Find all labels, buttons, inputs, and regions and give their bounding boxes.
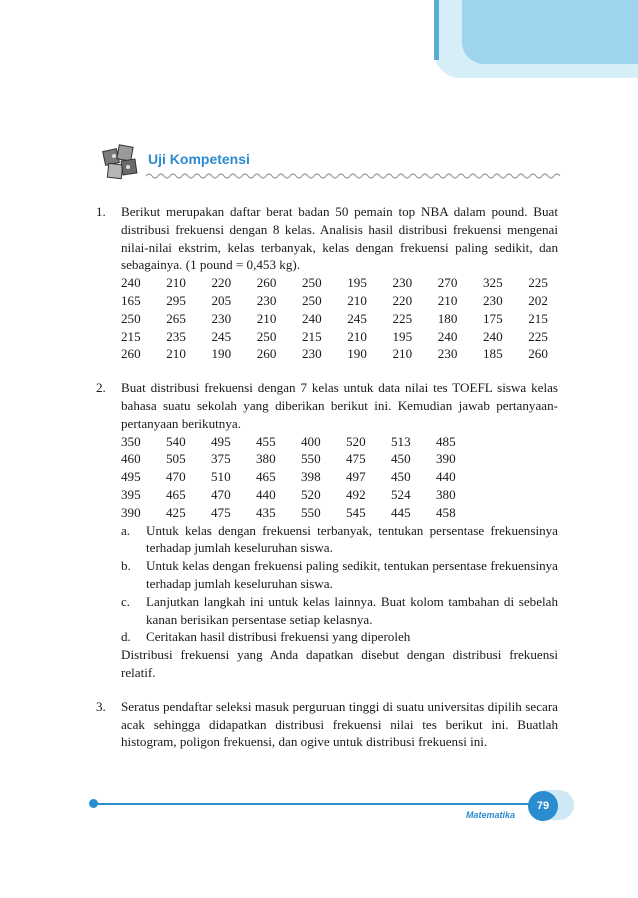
table-cell: 240 <box>437 328 458 344</box>
table-cell: 210 <box>166 275 186 291</box>
table-row <box>121 468 481 486</box>
subitem-letter: a. <box>121 522 131 538</box>
table-cell: 250 <box>256 328 277 344</box>
subitem-b <box>121 557 558 593</box>
table-cell: 485 <box>436 433 456 449</box>
table-cell: 180 <box>437 310 458 326</box>
table-cell: 195 <box>347 275 367 291</box>
table-cell: 185 <box>483 346 503 362</box>
table-cell: 450 <box>391 469 411 485</box>
question-1 <box>96 203 558 363</box>
table-cell: 395 <box>121 486 141 502</box>
table-cell: 380 <box>436 486 456 502</box>
table-cell: 475 <box>346 451 366 467</box>
table-row <box>121 504 481 522</box>
table-row <box>121 450 481 468</box>
table-cell: 210 <box>392 346 413 362</box>
question-number: 1. <box>96 204 106 219</box>
table-cell: 398 <box>301 469 321 485</box>
table-cell: 400 <box>301 433 321 449</box>
footer-line <box>94 803 536 805</box>
wavy-divider <box>146 172 562 180</box>
table-cell: 270 <box>437 275 458 291</box>
table-row <box>121 292 558 310</box>
table-cell: 215 <box>528 310 548 326</box>
table-cell: 202 <box>528 292 548 308</box>
table-cell: 220 <box>211 275 232 291</box>
table-cell: 470 <box>166 469 186 485</box>
table-cell: 390 <box>436 451 456 467</box>
table-cell: 475 <box>211 504 231 520</box>
table-cell: 513 <box>391 433 411 449</box>
table-cell: 210 <box>256 310 277 326</box>
data-table-toefl-scores <box>121 433 481 522</box>
table-cell: 265 <box>166 310 186 326</box>
question-2 <box>96 379 558 682</box>
table-cell: 210 <box>166 346 186 362</box>
table-row <box>121 345 558 363</box>
table-cell: 230 <box>302 346 322 362</box>
table-row <box>121 310 558 328</box>
exercise-content <box>96 203 558 767</box>
section-header <box>100 142 562 184</box>
table-cell: 260 <box>528 346 548 362</box>
table-cell: 495 <box>121 469 141 485</box>
table-cell: 205 <box>211 292 232 308</box>
question-text: Buat distribusi frekuensi dengan 7 kelas untuk data nilai tes TOEFL siswa kelas bahasa suatu sekolah yang diberikan berikut ini. Kemudian jawab pertanyaan-pertanyaan berikutnya. <box>121 380 558 431</box>
table-cell: 550 <box>301 504 321 520</box>
table-cell: 550 <box>301 451 321 467</box>
corner-tab-edge <box>434 0 439 60</box>
table-cell: 545 <box>346 504 366 520</box>
table-cell: 225 <box>392 310 413 326</box>
page-number: 79 <box>528 791 558 821</box>
table-cell: 540 <box>166 433 186 449</box>
table-cell: 240 <box>483 328 503 344</box>
question-3 <box>96 698 558 751</box>
table-cell: 520 <box>346 433 366 449</box>
table-cell: 210 <box>437 292 458 308</box>
table-cell: 260 <box>256 275 277 291</box>
table-row <box>121 274 558 292</box>
question-number: 2. <box>96 380 106 396</box>
table-cell: 325 <box>483 275 503 291</box>
table-cell: 230 <box>483 292 503 308</box>
table-row <box>121 328 558 346</box>
subitem-text: Untuk kelas dengan frekuensi paling sedikit, tentukan persentase frekuensinya terhadap jumlah keseluruhan siswa. <box>146 558 558 591</box>
table-cell: 260 <box>256 346 277 362</box>
table-cell: 390 <box>121 504 141 520</box>
subitem-a <box>121 522 558 558</box>
table-cell: 225 <box>528 275 548 291</box>
subitem-text: Ceritakan hasil distribusi frekuensi yang diperoleh <box>146 629 411 645</box>
table-cell: 375 <box>211 451 231 467</box>
table-cell: 235 <box>166 328 186 344</box>
subitem-letter: c. <box>121 593 131 609</box>
table-cell: 295 <box>166 292 186 308</box>
question-number: 3. <box>96 698 106 714</box>
table-cell: 220 <box>392 292 413 308</box>
table-cell: 440 <box>436 469 456 485</box>
question-closing-text: Distribusi frekuensi yang Anda dapatkan disebut dengan distribusi frekuensi relatif. <box>121 647 558 680</box>
table-cell: 195 <box>392 328 413 344</box>
question-text: Seratus pendaftar seleksi masuk perguruan tinggi di suatu universitas dipilih secara acak sehingga didapatkan distribusi frekuensi nilai tes berikut ini. Buatlah histogram, poligon frekuensi, dan ogive untuk distribusi frekuensi ini. <box>121 698 558 750</box>
table-cell: 230 <box>211 310 232 326</box>
table-cell: 260 <box>121 346 141 362</box>
footer-subject: Matematika <box>466 810 516 820</box>
data-table-nba-weights <box>121 274 558 363</box>
table-cell: 230 <box>437 346 458 362</box>
table-cell: 495 <box>211 433 231 449</box>
table-row <box>121 433 481 451</box>
table-cell: 250 <box>121 310 141 326</box>
table-cell: 497 <box>346 469 366 485</box>
subitem-letter: b. <box>121 558 131 574</box>
table-cell: 215 <box>121 328 141 344</box>
table-row <box>121 486 481 504</box>
table-cell: 505 <box>166 451 186 467</box>
table-cell: 510 <box>211 469 231 485</box>
question-text: Berikut merupakan daftar berat badan 50 pemain top NBA dalam pound. Buat distribusi frekuensi dengan 8 kelas. Analisis hasil distribusi frekuensi mengenai nilai-nilai ekstrim, kelas terbanyak, kelas dengan frekuensi paling sedikit, dan sebagainya. (1 pound = 0,453 kg). <box>121 204 558 273</box>
table-cell: 460 <box>121 451 141 467</box>
corner-tab-inner <box>462 0 638 64</box>
table-cell: 465 <box>256 469 276 485</box>
table-cell: 230 <box>392 275 413 291</box>
table-cell: 458 <box>436 504 456 520</box>
table-cell: 440 <box>256 486 276 502</box>
table-cell: 435 <box>256 504 276 520</box>
table-cell: 175 <box>483 310 503 326</box>
table-cell: 380 <box>256 451 276 467</box>
table-cell: 240 <box>302 310 322 326</box>
table-cell: 190 <box>211 346 232 362</box>
puzzle-cubes-icon <box>100 142 142 184</box>
table-cell: 445 <box>391 504 411 520</box>
table-cell: 165 <box>121 292 141 308</box>
table-cell: 492 <box>346 486 366 502</box>
table-cell: 425 <box>166 504 186 520</box>
table-cell: 455 <box>256 433 276 449</box>
table-cell: 520 <box>301 486 321 502</box>
subitem-d <box>121 628 558 646</box>
table-cell: 470 <box>211 486 231 502</box>
subitem-text: Untuk kelas dengan frekuensi terbanyak, tentukan persentase frekuensinya terhadap jumlah keseluruhan siswa. <box>146 522 558 556</box>
table-cell: 225 <box>528 328 548 344</box>
table-cell: 210 <box>347 328 367 344</box>
table-cell: 190 <box>347 346 367 362</box>
table-cell: 245 <box>347 310 367 326</box>
table-cell: 245 <box>211 328 232 344</box>
table-cell: 210 <box>347 292 367 308</box>
table-cell: 450 <box>391 451 411 467</box>
table-cell: 250 <box>302 292 322 308</box>
subitem-letter: d. <box>121 629 131 645</box>
table-cell: 215 <box>302 328 322 344</box>
table-cell: 240 <box>121 275 141 291</box>
subitem-c <box>121 593 558 629</box>
table-cell: 230 <box>256 292 277 308</box>
subitem-text: Lanjutkan langkah ini untuk kelas lainnya. Buat kolom tambahan di sebelah kanan berisikan persentase setiap kelasnya. <box>146 593 558 627</box>
table-cell: 524 <box>391 486 411 502</box>
table-cell: 350 <box>121 433 141 449</box>
table-cell: 465 <box>166 486 186 502</box>
table-cell: 250 <box>302 275 322 291</box>
section-title: Uji Kompetensi <box>148 151 250 167</box>
